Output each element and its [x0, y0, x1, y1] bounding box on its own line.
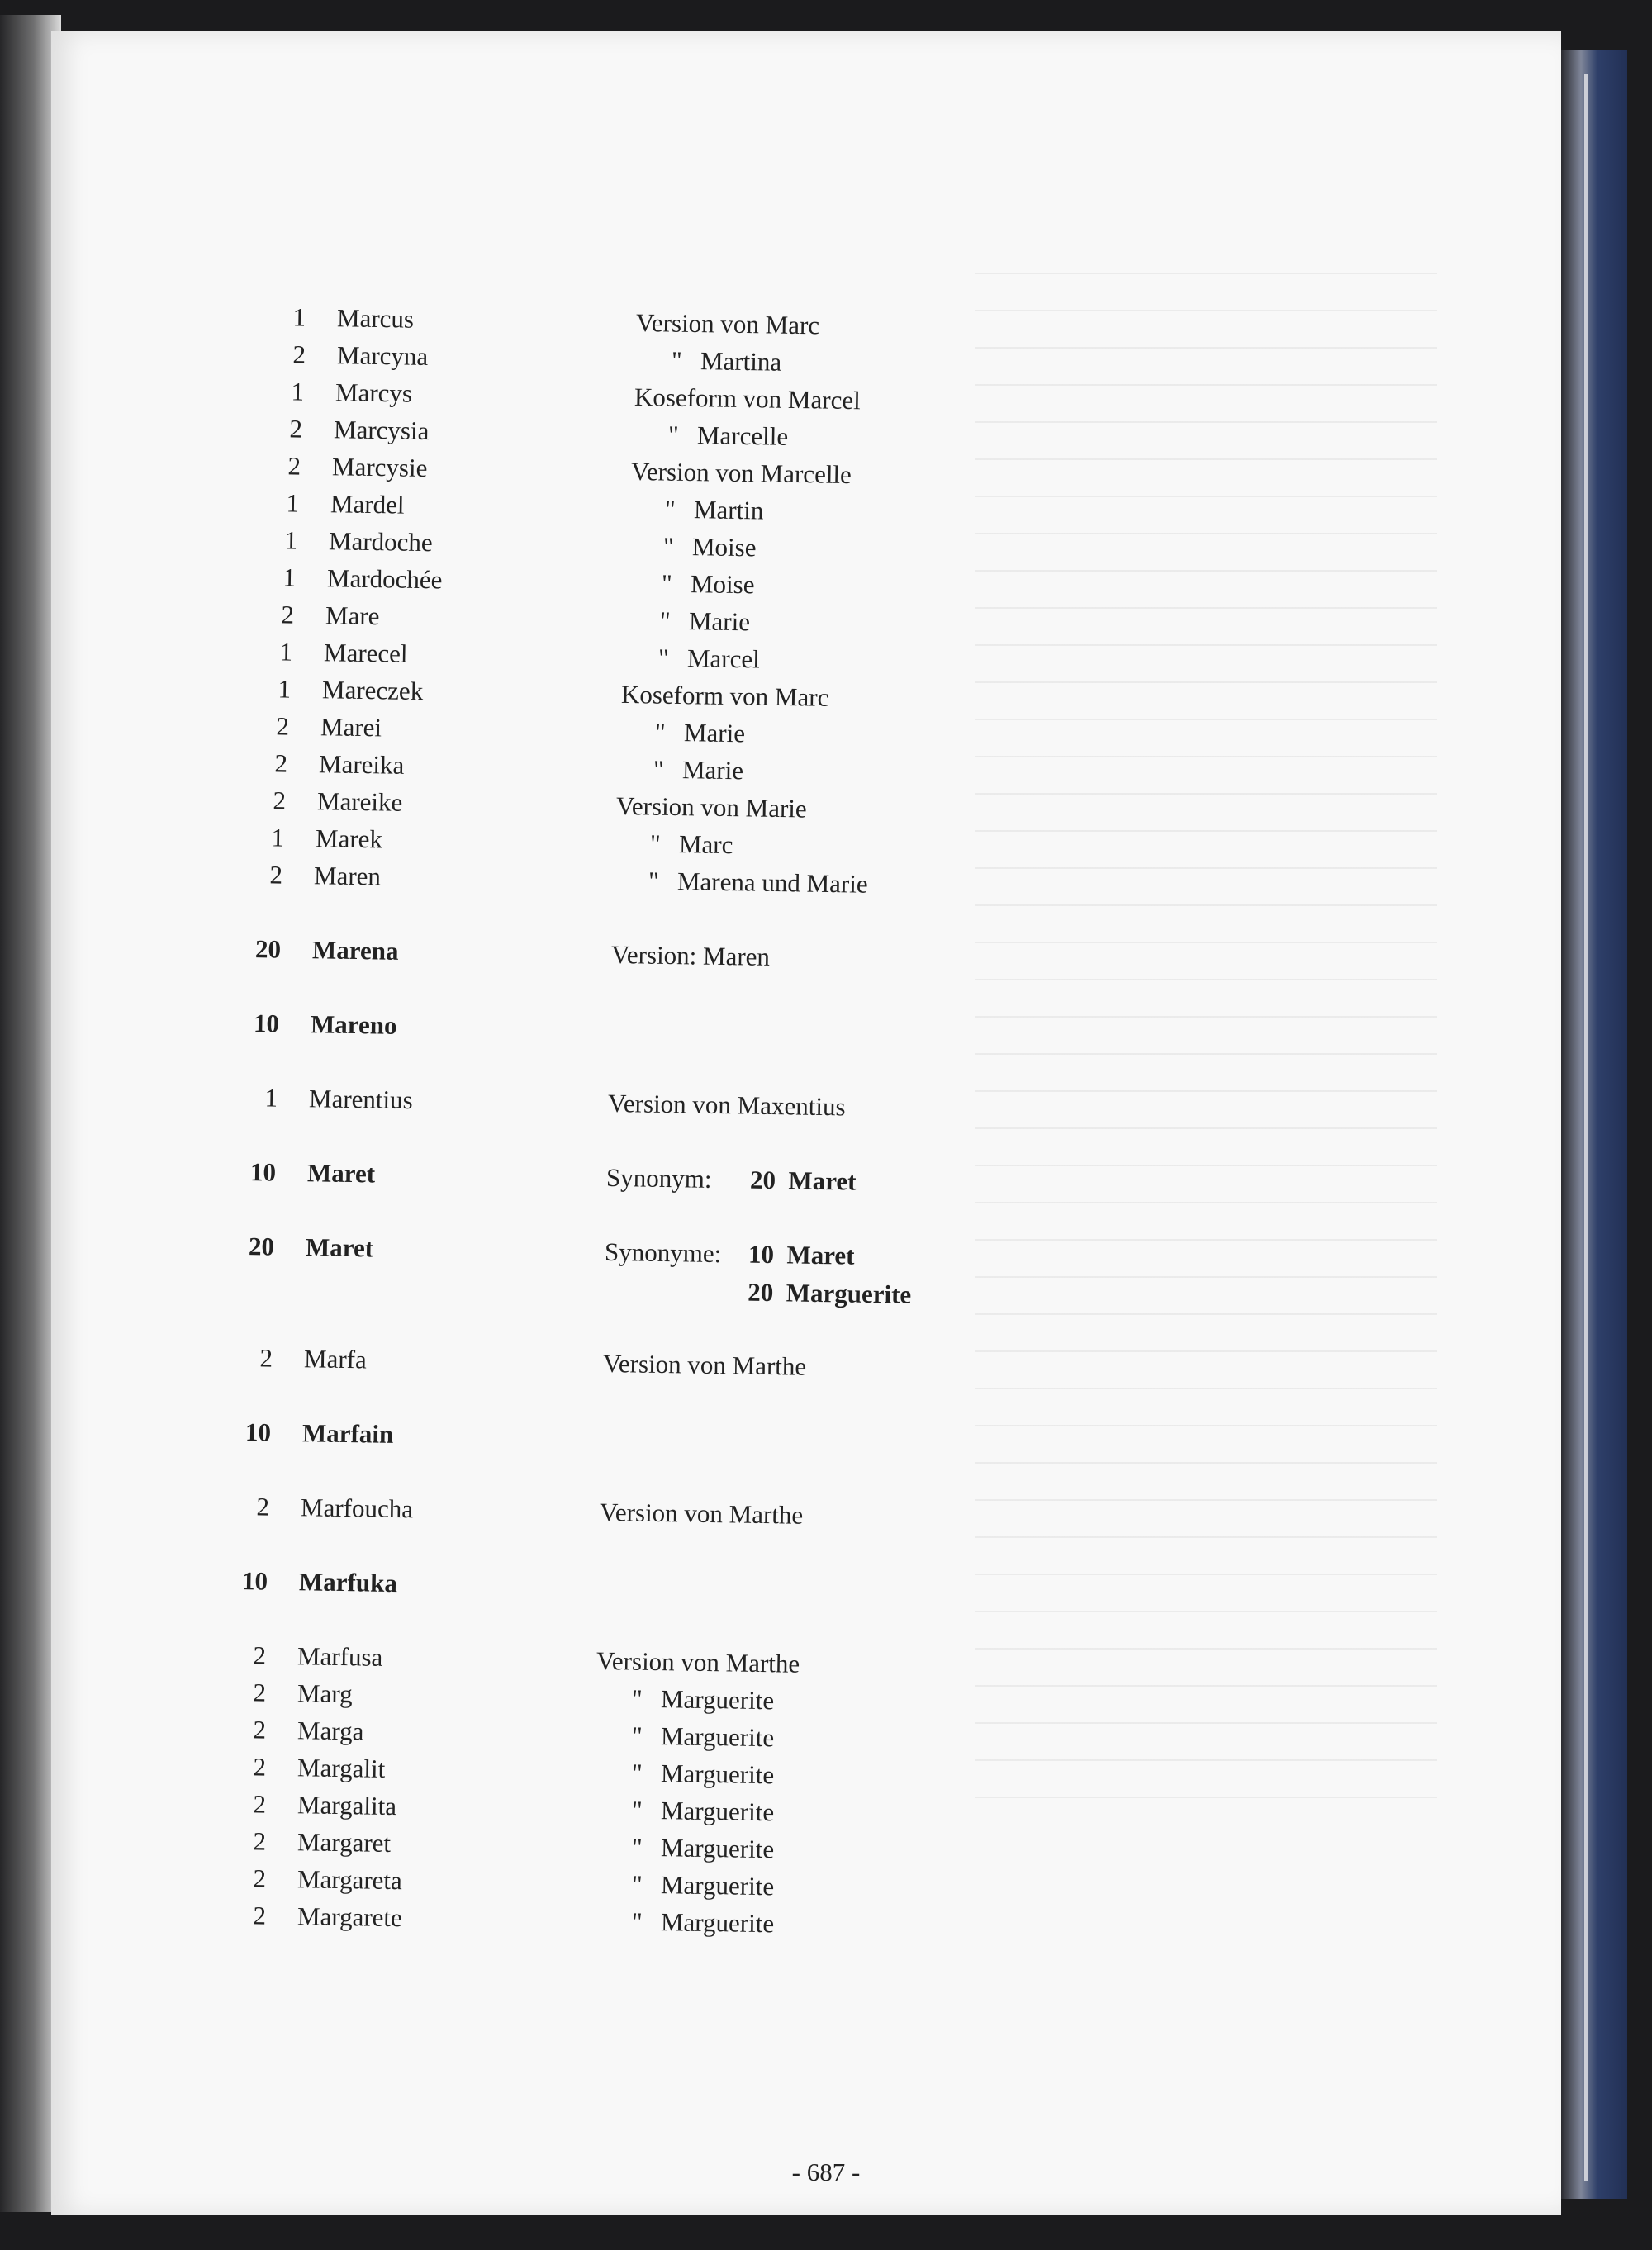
ditto-mark: ": [664, 494, 676, 524]
entry-name: Marcys: [335, 377, 413, 408]
entry-reference: Moise: [691, 532, 757, 562]
entry-number: 2: [259, 1343, 273, 1373]
entry-name: Marga: [297, 1716, 364, 1746]
entry-number: 10: [253, 1009, 280, 1038]
entry-row: [249, 860, 868, 899]
entry-number: 2: [281, 600, 295, 629]
entry-row: [233, 1640, 800, 1678]
entry-row: [271, 377, 862, 415]
entry-reference: Marguerite: [660, 1907, 775, 1939]
entry-row: [259, 637, 761, 674]
ditto-mark: ": [671, 345, 682, 375]
ditto-mark: ": [667, 420, 679, 449]
entry-name: Mare: [325, 600, 380, 631]
entry-number: 2: [253, 1678, 267, 1707]
entry-number: 2: [256, 1492, 270, 1521]
ditto-mark: ": [631, 1795, 643, 1825]
synonym-name: Maret: [786, 1240, 855, 1270]
entry-row: [253, 786, 807, 824]
entry-name: Marcysie: [331, 452, 428, 483]
entry-row: [233, 1789, 775, 1827]
entry-number: 2: [274, 748, 288, 778]
entry-name: Margalita: [297, 1790, 397, 1821]
entry-name: Marfuka: [298, 1567, 398, 1598]
entry-row: [233, 1752, 775, 1790]
entry-number: 2: [273, 786, 287, 815]
entry-number: 2: [253, 1789, 267, 1819]
entry-row: [244, 1083, 846, 1122]
entry-number: 2: [269, 860, 283, 890]
entry-name: Marfa: [303, 1344, 368, 1374]
entry-description: Synonyme:: [604, 1237, 722, 1269]
ditto-mark: ": [661, 568, 672, 598]
entry-row: [233, 1715, 775, 1753]
synonym-reference: [748, 1240, 855, 1271]
entry-name: Margareta: [297, 1864, 403, 1896]
ditto-mark: ": [659, 605, 671, 635]
entry-reference: Marguerite: [660, 1870, 775, 1901]
entry-reference: Marie: [681, 755, 744, 786]
entry-reference: Marguerite: [660, 1759, 775, 1790]
entry-name: Maret: [306, 1158, 376, 1189]
entry-reference: Marie: [683, 718, 746, 748]
entry-row: [258, 674, 829, 712]
entry-description: Version von Maxentius: [607, 1088, 846, 1122]
entry-number: 2: [292, 339, 306, 369]
entry-description: Koseform von Marc: [620, 679, 829, 712]
entry-number: 2: [253, 1752, 267, 1782]
ditto-mark: ": [653, 754, 664, 784]
entry-name: Marfoucha: [300, 1493, 414, 1524]
entry-description: Version von Marthe: [599, 1497, 804, 1530]
ditto-mark: ": [654, 717, 666, 747]
entry-name: Mareika: [318, 749, 405, 780]
entry-row: [233, 1863, 775, 1901]
entry-name: Maret: [305, 1232, 374, 1263]
entry-name: Mareike: [316, 786, 403, 817]
entry-row: [236, 1492, 804, 1530]
entry-reference: Moise: [690, 569, 755, 600]
entry-number: 2: [253, 1901, 267, 1930]
entry-description: Version von Marc: [635, 307, 820, 340]
entry-number: 1: [284, 525, 298, 555]
entry-name: Mardochée: [326, 563, 443, 595]
entry-number: 1: [292, 302, 306, 332]
entry-description: Koseform von Marcel: [634, 382, 862, 415]
entry-number: 1: [264, 1083, 278, 1113]
entry-number: 1: [278, 674, 292, 704]
entry-reference: Marguerite: [660, 1796, 775, 1827]
entry-name: Marfusa: [297, 1641, 383, 1672]
entry-name: Margalit: [297, 1753, 386, 1783]
synonym-number: 20: [747, 1277, 774, 1308]
entry-number: 2: [287, 451, 301, 481]
entry-name: Marfain: [301, 1418, 394, 1449]
entry-reference: Marcelle: [696, 420, 789, 451]
entry-reference: Marc: [678, 829, 733, 860]
entry-reference: Marguerite: [660, 1684, 775, 1716]
entry-name: Margaret: [297, 1827, 392, 1858]
entry-row: [251, 823, 733, 860]
ditto-mark: ": [657, 643, 669, 672]
entry-description: Version von Marcelle: [630, 456, 852, 490]
entry-description: Version von Marthe: [596, 1645, 800, 1678]
entry-number: 1: [291, 377, 305, 406]
entry-reference: Marguerite: [660, 1833, 775, 1864]
entry-number: 1: [279, 637, 293, 667]
entry-row: [248, 934, 771, 971]
entry-number: 2: [253, 1715, 267, 1744]
entry-description: Version von Marthe: [602, 1348, 807, 1381]
entry-number: 2: [289, 414, 303, 444]
entry-name: Marena: [311, 935, 399, 966]
entry-reference: Marena und Marie: [676, 866, 868, 899]
page-number: - 687 -: [791, 2157, 861, 2186]
synonym-reference: [750, 1165, 857, 1197]
entry-number: 2: [253, 1826, 267, 1856]
ditto-mark: ": [631, 1832, 643, 1862]
entry-number: 2: [253, 1863, 267, 1893]
entry-name: Marcysia: [333, 415, 430, 446]
entry-number: 20: [248, 1232, 275, 1261]
entry-name: Marcyna: [336, 340, 429, 371]
entry-reference: Martin: [693, 495, 764, 525]
entry-name: Marcus: [336, 303, 415, 334]
entry-name: Marei: [320, 712, 382, 743]
synonym-number: 10: [748, 1239, 775, 1270]
entry-reference: Marcel: [686, 643, 761, 674]
entry-row: [241, 1232, 912, 1309]
entry-row: [254, 748, 744, 786]
entry-row: [233, 1826, 775, 1864]
entry-name: Mareno: [310, 1009, 397, 1040]
entry-row: [256, 711, 746, 748]
ditto-mark: ": [631, 1758, 643, 1787]
synonym-reference: [748, 1278, 912, 1310]
entry-row: [261, 600, 751, 637]
entry-number: 1: [286, 488, 300, 518]
entry-reference: Martina: [700, 346, 782, 377]
synonym-number: 20: [749, 1165, 776, 1195]
entry-name: Marek: [315, 824, 383, 854]
entry-reference: Marguerite: [660, 1721, 775, 1753]
ditto-mark: ": [649, 828, 661, 858]
entry-name: Mardoche: [328, 526, 433, 558]
entry-description: Version von Marie: [615, 790, 807, 824]
entry-row: [238, 1417, 394, 1454]
entry-number: 10: [241, 1566, 268, 1596]
entry-name: Maren: [313, 861, 382, 891]
entry-number: 1: [282, 562, 297, 592]
entry-row: [233, 1678, 775, 1716]
ditto-mark: ": [662, 531, 674, 561]
ditto-mark: ": [631, 1683, 643, 1713]
synonym-name: Maret: [788, 1165, 857, 1196]
entry-description: Version: Maren: [610, 939, 771, 971]
entry-name: Marecel: [323, 638, 408, 668]
entry-row: [266, 488, 764, 525]
ditto-mark: ": [631, 1721, 643, 1750]
entry-reference: Marie: [688, 606, 751, 637]
entry-name: Marg: [297, 1678, 353, 1709]
entry-description: Synonym:: [605, 1162, 712, 1194]
ditto-mark: ": [648, 866, 659, 895]
entry-number: 1: [271, 823, 285, 852]
entry-name: Mardel: [330, 489, 405, 520]
entry-name: Marentius: [308, 1084, 414, 1115]
entry-row: [243, 1157, 857, 1196]
ditto-mark: ": [631, 1869, 643, 1899]
entry-row: [264, 525, 757, 562]
entry-number: 2: [276, 711, 290, 741]
entry-name: Margarete: [297, 1901, 403, 1933]
entry-number: 10: [249, 1157, 277, 1187]
entry-row: [269, 414, 789, 451]
entry-number: 2: [253, 1640, 267, 1670]
entry-number: 10: [244, 1417, 272, 1447]
entry-number: 20: [254, 934, 282, 964]
entry-name: Mareczek: [321, 675, 424, 706]
synonym-name: Marguerite: [786, 1278, 912, 1309]
entry-row: [246, 1009, 397, 1045]
entry-row: [233, 1901, 775, 1939]
ditto-mark: ": [631, 1906, 643, 1936]
